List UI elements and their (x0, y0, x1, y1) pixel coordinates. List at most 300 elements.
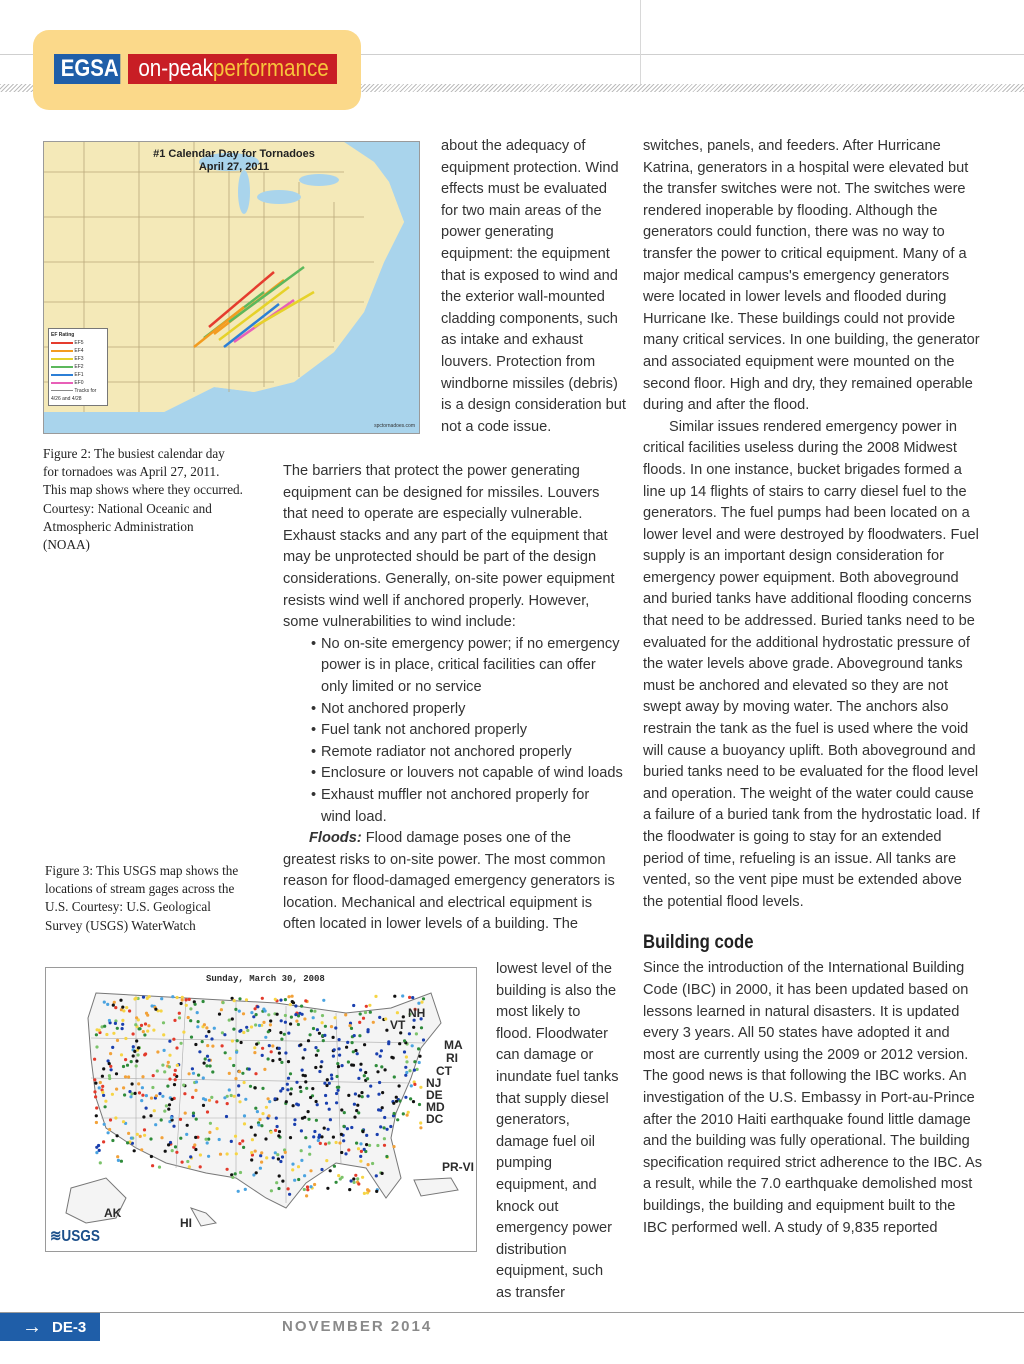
stream-gage-dot (145, 1107, 148, 1110)
stream-gage-dot (155, 1094, 158, 1097)
stream-gage-dot (398, 1084, 401, 1087)
stream-gage-dot (248, 1068, 251, 1071)
stream-gage-dot (250, 1025, 253, 1028)
legend-item: EF1 (51, 371, 105, 379)
stream-gage-dot (162, 1033, 165, 1036)
stream-gage-dot (341, 1064, 344, 1067)
stream-gage-dot (306, 1185, 309, 1188)
stream-gage-dot (103, 1123, 106, 1126)
stream-gage-dot (395, 1096, 398, 1099)
stream-gage-dot (335, 1092, 338, 1095)
stream-gage-dot (250, 1011, 253, 1014)
stream-gage-dot (338, 1054, 341, 1057)
stream-gage-dot (353, 1034, 356, 1037)
stream-gage-dot (142, 1115, 145, 1118)
stream-gage-dot (335, 1141, 338, 1144)
stream-gage-dot (198, 1050, 201, 1053)
usgs-label: DC (426, 1112, 444, 1126)
stream-gage-dot (122, 1065, 125, 1068)
stream-gage-dot (280, 1061, 283, 1064)
stream-gage-dot (149, 1114, 152, 1117)
stream-gage-dot (102, 1094, 105, 1097)
stream-gage-dot (369, 1085, 372, 1088)
stream-gage-dot (293, 1123, 296, 1126)
stream-gage-dot (120, 1053, 123, 1056)
stream-gage-dot (328, 1141, 331, 1144)
stream-gage-dot (300, 1149, 303, 1152)
stream-gage-dot (223, 1096, 226, 1099)
stream-gage-dot (237, 1084, 240, 1087)
stream-gage-dot (236, 1039, 239, 1042)
stream-gage-dot (188, 1165, 191, 1168)
stream-gage-dot (330, 1074, 333, 1077)
stream-gage-dot (267, 1114, 270, 1117)
stream-gage-dot (363, 1074, 366, 1077)
stream-gage-dot (95, 1114, 98, 1117)
stream-gage-dot (326, 1187, 329, 1190)
stream-gage-dot (287, 1077, 290, 1080)
stream-gage-dot (287, 1187, 290, 1190)
stream-gage-dot (337, 1174, 340, 1177)
stream-gage-dot (422, 1038, 425, 1041)
stream-gage-dot (328, 1108, 331, 1111)
stream-gage-dot (406, 1114, 409, 1117)
usgs-label: RI (446, 1051, 458, 1065)
article-column-2-top (441, 136, 626, 438)
stream-gage-dot (262, 1021, 265, 1024)
stream-gage-dot (321, 1021, 324, 1024)
stream-gage-dot (332, 1055, 335, 1058)
stream-gage-dot (237, 1190, 240, 1193)
stream-gage-dot (143, 1128, 146, 1131)
stream-gage-dot (321, 1014, 324, 1017)
stream-gage-dot (361, 1130, 364, 1133)
stream-gage-dot (318, 1134, 321, 1137)
stream-gage-dot (160, 1009, 163, 1012)
stream-gage-dot (109, 1052, 112, 1055)
stream-gage-dot (326, 1078, 329, 1081)
stream-gage-dot (175, 1151, 178, 1154)
stream-gage-dot (239, 1171, 242, 1174)
stream-gage-dot (334, 1026, 337, 1029)
stream-gage-dot (238, 1100, 241, 1103)
stream-gage-dot (320, 1168, 323, 1171)
stream-gage-dot (234, 1135, 237, 1138)
stream-gage-dot (408, 1069, 411, 1072)
stream-gage-dot (260, 1124, 263, 1127)
floods-lead: Floods: (309, 830, 362, 847)
stream-gage-dot (116, 1027, 119, 1030)
stream-gage-dot (176, 1064, 179, 1067)
stream-gage-dot (342, 1125, 345, 1128)
stream-gage-dot (211, 1045, 214, 1048)
stream-gage-dot (204, 1098, 207, 1101)
stream-gage-dot (332, 1136, 335, 1139)
stream-gage-dot (348, 1024, 351, 1027)
stream-gage-dot (190, 1036, 193, 1039)
stream-gage-dot (281, 1180, 284, 1183)
stream-gage-dot (272, 1156, 275, 1159)
stream-gage-dot (339, 1177, 342, 1180)
stream-gage-dot (311, 1087, 314, 1090)
stream-gage-dot (145, 1012, 148, 1015)
stream-gage-dot (136, 1133, 139, 1136)
stream-gage-dot (234, 1172, 237, 1175)
stream-gage-dot (346, 1127, 349, 1130)
stream-gage-dot (137, 1082, 140, 1085)
stream-gage-dot (416, 1068, 419, 1071)
stream-gage-dot (124, 1075, 127, 1078)
stream-gage-dot (258, 1118, 261, 1121)
stream-gage-dot (238, 1070, 241, 1073)
stream-gage-dot (403, 1050, 406, 1053)
stream-gage-dot (312, 1135, 315, 1138)
stream-gage-dot (280, 1038, 283, 1041)
stream-gage-dot (392, 1056, 395, 1059)
stream-gage-dot (254, 1023, 257, 1026)
legend-item: EF3 (51, 355, 105, 363)
stream-gage-dot (95, 1151, 98, 1154)
stream-gage-dot (293, 1118, 296, 1121)
stream-gage-dot (361, 1095, 364, 1098)
stream-gage-dot (156, 1069, 159, 1072)
stream-gage-dot (135, 1039, 138, 1042)
stream-gage-dot (95, 1106, 98, 1109)
stream-gage-dot (165, 1104, 168, 1107)
stream-gage-dot (141, 1075, 144, 1078)
stream-gage-dot (207, 1155, 210, 1158)
stream-gage-dot (153, 1109, 156, 1112)
stream-gage-dot (226, 1152, 229, 1155)
stream-gage-dot (260, 1161, 263, 1164)
stream-gage-dot (299, 1090, 302, 1093)
legend-title: EF Rating (51, 332, 75, 338)
stream-gage-dot (299, 1043, 302, 1046)
stream-gage-dot (293, 1179, 296, 1182)
stream-gage-dot (405, 1055, 408, 1058)
stream-gage-dot (96, 1028, 99, 1031)
stream-gage-dot (160, 997, 163, 1000)
stream-gage-dot (168, 1078, 171, 1081)
stream-gage-dot (346, 1041, 349, 1044)
stream-gage-dot (189, 1155, 192, 1158)
stream-gage-dot (378, 1081, 381, 1084)
stream-gage-dot (107, 1131, 110, 1134)
stream-gage-dot (318, 1070, 321, 1073)
stream-gage-dot (142, 1030, 145, 1033)
stream-gage-dot (319, 1065, 322, 1068)
legend-item: EF5 (51, 339, 105, 347)
figure3-caption: Figure 3: This USGS map shows the locations of stream gages across the U.S. Courtesy: U.S. Geological Survey (USGS) WaterWatch (45, 863, 239, 933)
stream-gage-dot (175, 1046, 178, 1049)
stream-gage-dot (398, 1099, 401, 1102)
stream-gage-dot (204, 1057, 207, 1060)
stream-gage-dot (371, 1162, 374, 1165)
stream-gage-dot (111, 1139, 114, 1142)
stream-gage-dot (307, 1039, 310, 1042)
stream-gage-dot (168, 1054, 171, 1057)
stream-gage-dot (111, 1093, 114, 1096)
stream-gage-dot (144, 1052, 147, 1055)
stream-gage-dot (343, 1111, 346, 1114)
stream-gage-dot (357, 1147, 360, 1150)
stream-gage-dot (174, 1145, 177, 1148)
stream-gage-dot (163, 1070, 166, 1073)
stream-gage-dot (133, 1050, 136, 1053)
stream-gage-dot (221, 1044, 224, 1047)
stream-gage-dot (405, 1060, 408, 1063)
stream-gage-dot (383, 1144, 386, 1147)
stream-gage-dot (383, 1137, 386, 1140)
brand-logo (54, 54, 371, 84)
stream-gage-dot (275, 1117, 278, 1120)
arrow-icon: → (22, 1315, 42, 1338)
stream-gage-dot (242, 1031, 245, 1034)
stream-gage-dot (368, 1144, 371, 1147)
stream-gage-dot (322, 1039, 325, 1042)
stream-gage-dot (232, 1028, 235, 1031)
stream-gage-dot (241, 1072, 244, 1075)
stream-gage-dot (151, 1164, 154, 1167)
stream-gage-dot (350, 1027, 353, 1030)
stream-gage-dot (243, 1081, 246, 1084)
stream-gage-dot (140, 1099, 143, 1102)
stream-gage-dot (351, 1041, 354, 1044)
stream-gage-dot (283, 1033, 286, 1036)
stream-gage-dot (180, 1002, 183, 1005)
stream-gage-dot (210, 1037, 213, 1040)
stream-gage-dot (396, 1118, 399, 1121)
stream-gage-dot (108, 1062, 111, 1065)
stream-gage-dot (135, 1016, 138, 1019)
stream-gage-dot (393, 995, 396, 998)
stream-gage-dot (325, 1102, 328, 1105)
stream-gage-dot (301, 1013, 304, 1016)
stream-gage-dot (418, 1103, 421, 1106)
usgs-map-date: Sunday, March 30, 2008 (206, 974, 325, 984)
stream-gage-dot (206, 1055, 209, 1058)
stream-gage-dot (124, 1037, 127, 1040)
stream-gage-dot (375, 1174, 378, 1177)
stream-gage-dot (309, 1185, 312, 1188)
stream-gage-dot (213, 1027, 216, 1030)
stream-gage-dot (291, 1168, 294, 1171)
stream-gage-dot (357, 1182, 360, 1185)
stream-gage-dot (116, 1155, 119, 1158)
stream-gage-dot (109, 1118, 112, 1121)
stream-gage-dot (205, 1138, 208, 1141)
stream-gage-dot (207, 1030, 210, 1033)
stream-gage-dot (284, 1151, 287, 1154)
stream-gage-dot (359, 1160, 362, 1163)
stream-gage-dot (170, 1116, 173, 1119)
stream-gage-dot (245, 998, 248, 1001)
stream-gage-dot (216, 1127, 219, 1130)
stream-gage-dot (364, 1011, 367, 1014)
stream-gage-dot (392, 1102, 395, 1105)
stream-gage-dot (330, 1077, 333, 1080)
stream-gage-dot (267, 1030, 270, 1033)
stream-gage-dot (133, 1149, 136, 1152)
stream-gage-dot (411, 1044, 414, 1047)
usgs-label: PR-VI (442, 1160, 475, 1174)
stream-gage-dot (102, 1140, 105, 1143)
stream-gage-dot (170, 1098, 173, 1101)
stream-gage-dot (274, 1129, 277, 1132)
stream-gage-dot (138, 1027, 141, 1030)
stream-gage-dot (360, 1150, 363, 1153)
stream-gage-dot (328, 1082, 331, 1085)
stream-gage-dot (284, 1051, 287, 1054)
stream-gage-dot (142, 996, 145, 999)
stream-gage-dot (150, 1155, 153, 1158)
stream-gage-dot (101, 1091, 104, 1094)
stream-gage-dot (102, 1067, 105, 1070)
stream-gage-dot (383, 1126, 386, 1129)
figure2-caption: Figure 2: The busiest calendar day for tornadoes was April 27, 2011. This map shows where they occurred. Courtesy: National Oceanic and Atmospheric Administration (NOAA) (43, 446, 243, 553)
stream-gage-dot (161, 1064, 164, 1067)
stream-gage-dot (309, 1169, 312, 1172)
stream-gage-dot (359, 1068, 362, 1071)
stream-gage-dot (304, 999, 307, 1002)
list-item: • Not anchored properly (311, 699, 623, 721)
stream-gage-dot (410, 1084, 413, 1087)
stream-gage-dot (417, 1002, 420, 1005)
stream-gage-dot (209, 1122, 212, 1125)
stream-gage-dot (363, 1043, 366, 1046)
stream-gage-dot (305, 1194, 308, 1197)
stream-gage-dot (289, 1136, 292, 1139)
stream-gage-dot (274, 1097, 277, 1100)
stream-gage-dot (274, 998, 277, 1001)
stream-gage-dot (315, 1100, 318, 1103)
stream-gage-dot (208, 1131, 211, 1134)
usgs-label: NJ (426, 1076, 442, 1090)
stream-gage-dot (260, 1151, 263, 1154)
stream-gage-dot (287, 995, 290, 998)
usgs-label: CT (436, 1064, 452, 1078)
stream-gage-dot (338, 1141, 341, 1144)
stream-gage-dot (94, 1095, 97, 1098)
stream-gage-dot (269, 1023, 272, 1026)
stream-gage-dot (263, 1068, 266, 1071)
stream-gage-dot (104, 1105, 107, 1108)
stream-gage-dot (377, 1093, 380, 1096)
stream-gage-dot (250, 1151, 253, 1154)
stream-gage-dot (99, 1081, 102, 1084)
stream-gage-dot (289, 1003, 292, 1006)
stream-gage-dot (376, 1133, 379, 1136)
stream-gage-dot (220, 1008, 223, 1011)
stream-gage-dot (340, 1108, 343, 1111)
stream-gage-dot (196, 1025, 199, 1028)
stream-gage-dot (253, 1046, 256, 1049)
stream-gage-dot (208, 1099, 211, 1102)
stream-gage-dot (173, 1083, 176, 1086)
stream-gage-dot (367, 1163, 370, 1166)
stream-gage-dot (329, 1169, 332, 1172)
stream-gage-dot (379, 1055, 382, 1058)
stream-gage-dot (233, 999, 236, 1002)
stream-gage-dot (223, 1033, 226, 1036)
stream-gage-dot (308, 1153, 311, 1156)
stream-gage-dot (244, 1188, 247, 1191)
stream-gage-dot (202, 1076, 205, 1079)
stream-gage-dot (174, 1078, 177, 1081)
stream-gage-dot (284, 1021, 287, 1024)
stream-gage-dot (366, 1077, 369, 1080)
stream-gage-dot (184, 1112, 187, 1115)
stream-gage-dot (422, 997, 425, 1000)
paragraph-floods (283, 828, 623, 936)
stream-gage-dot (290, 1016, 293, 1019)
stream-gage-dot (235, 1051, 238, 1054)
stream-gage-dot (415, 1032, 418, 1035)
stream-gage-dot (419, 1121, 422, 1124)
stream-gage-dot (413, 1060, 416, 1063)
stream-gage-dot (396, 1011, 399, 1014)
stream-gage-dot (348, 1188, 351, 1191)
article-column-2 (283, 461, 623, 936)
stream-gage-dot (171, 995, 174, 998)
stream-gage-dot (295, 1020, 298, 1023)
stream-gage-dot (146, 1030, 149, 1033)
stream-gage-dot (256, 1005, 259, 1008)
stream-gage-dot (201, 1040, 204, 1043)
stream-gage-dot (93, 1078, 96, 1081)
stream-gage-dot (115, 1072, 118, 1075)
stream-gage-dot (185, 998, 188, 1001)
stream-gage-dot (101, 1085, 104, 1088)
stream-gage-dot (340, 1133, 343, 1136)
stream-gage-dot (130, 1060, 133, 1063)
stream-gage-dot (234, 1077, 237, 1080)
stream-gage-dot (167, 1143, 170, 1146)
stream-gage-dot (203, 1062, 206, 1065)
stream-gage-dot (393, 1075, 396, 1078)
stream-gage-dot (409, 1097, 412, 1100)
stream-gage-dot (338, 1038, 341, 1041)
stream-gage-dot (358, 1094, 361, 1097)
stream-gage-dot (398, 1042, 401, 1045)
article-column-2-bottom (496, 959, 620, 1305)
stream-gage-dot (368, 1004, 371, 1007)
list-item: • Enclosure or louvers not capable of wind loads (311, 763, 623, 785)
stream-gage-dot (307, 1110, 310, 1113)
stream-gage-dot (150, 1097, 153, 1100)
stream-gage-dot (209, 1064, 212, 1067)
stream-gage-dot (225, 1115, 228, 1118)
stream-gage-dot (145, 1094, 148, 1097)
stream-gage-dot (199, 1153, 202, 1156)
stream-gage-dot (122, 1120, 125, 1123)
stream-gage-dot (323, 1127, 326, 1130)
stream-gage-dot (354, 1174, 357, 1177)
stream-gage-dot (218, 1138, 221, 1141)
stream-gage-dot (318, 1032, 321, 1035)
stream-gage-dot (386, 1128, 389, 1131)
stream-gage-dot (238, 1030, 241, 1033)
stream-gage-dot (246, 1029, 249, 1032)
article-column-3 (643, 136, 983, 1239)
stream-gage-dot (183, 1092, 186, 1095)
stream-gage-dot (173, 1019, 176, 1022)
stream-gage-dot (385, 1155, 388, 1158)
stream-gage-dot (361, 1176, 364, 1179)
stream-gage-dot (347, 1094, 350, 1097)
stream-gage-dot (302, 1056, 305, 1059)
paragraph: lowest level of the building is also the most likely to flood. Floodwater can damage or inundate fuel tanks that supply diesel generators, damage fuel oil pumping equipment, and knock out emergency power distribution equipment, such as transfer (496, 961, 619, 1301)
